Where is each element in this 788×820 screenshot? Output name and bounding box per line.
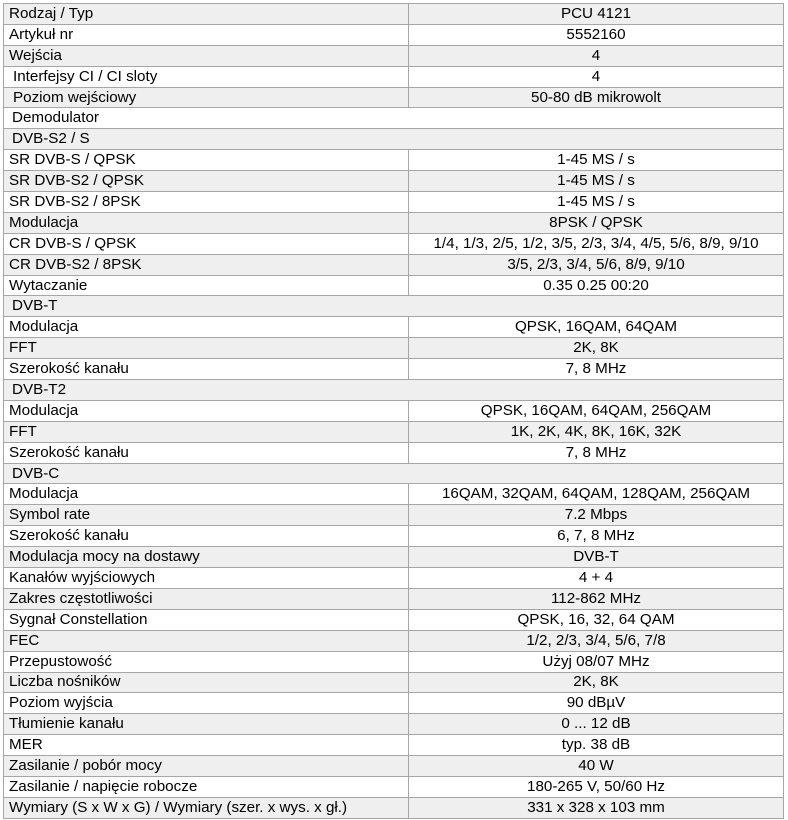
table-row bbox=[4, 192, 784, 213]
section-title: DVB-S2 / S bbox=[4, 129, 784, 150]
table-row bbox=[4, 212, 784, 233]
row-value: 16QAM, 32QAM, 64QAM, 128QAM, 256QAM bbox=[409, 484, 784, 505]
table-row bbox=[4, 756, 784, 777]
row-value: 4 + 4 bbox=[409, 568, 784, 589]
row-label: Przepustowość bbox=[4, 651, 409, 672]
row-label: Modulacja bbox=[4, 484, 409, 505]
row-value: 90 dBµV bbox=[409, 693, 784, 714]
row-value: 4 bbox=[409, 66, 784, 87]
table-row bbox=[4, 630, 784, 651]
row-label: SR DVB-S2 / 8PSK bbox=[4, 192, 409, 213]
row-value: 7.2 Mbps bbox=[409, 505, 784, 526]
row-value: 5552160 bbox=[409, 24, 784, 45]
row-label: CR DVB-S / QPSK bbox=[4, 233, 409, 254]
table-row bbox=[4, 609, 784, 630]
table-row bbox=[4, 421, 784, 442]
row-label: Wymiary (S x W x G) / Wymiary (szer. x wys. x gł.) bbox=[4, 797, 409, 818]
row-value: 2K, 8K bbox=[409, 338, 784, 359]
row-value: 50-80 dB mikrowolt bbox=[409, 87, 784, 108]
row-value: 1/4, 1/3, 2/5, 1/2, 3/5, 2/3, 3/4, 4/5, 5/6, 8/9, 9/10 bbox=[409, 233, 784, 254]
table-row bbox=[4, 66, 784, 87]
table-row bbox=[4, 400, 784, 421]
row-value: 2K, 8K bbox=[409, 672, 784, 693]
row-label: CR DVB-S2 / 8PSK bbox=[4, 254, 409, 275]
row-value: 0.35 0.25 00:20 bbox=[409, 275, 784, 296]
row-value: PCU 4121 bbox=[409, 4, 784, 25]
row-value: 7, 8 MHz bbox=[409, 442, 784, 463]
row-label: FEC bbox=[4, 630, 409, 651]
row-label: Wytaczanie bbox=[4, 275, 409, 296]
table-row bbox=[4, 526, 784, 547]
row-value: 180-265 V, 50/60 Hz bbox=[409, 776, 784, 797]
table-row bbox=[4, 45, 784, 66]
table-row bbox=[4, 359, 784, 380]
row-label: Modulacja bbox=[4, 400, 409, 421]
table-row bbox=[4, 150, 784, 171]
row-label: Zakres częstotliwości bbox=[4, 588, 409, 609]
row-label: Artykuł nr bbox=[4, 24, 409, 45]
row-label: Kanałów wyjściowych bbox=[4, 568, 409, 589]
table-row bbox=[4, 24, 784, 45]
row-label: Interfejsy CI / CI sloty bbox=[4, 66, 409, 87]
row-label: FFT bbox=[4, 421, 409, 442]
section-title: DVB-T bbox=[4, 296, 784, 317]
section-title: DVB-T2 bbox=[4, 380, 784, 401]
table-row bbox=[4, 588, 784, 609]
row-value: Użyj 08/07 MHz bbox=[409, 651, 784, 672]
table-row bbox=[4, 714, 784, 735]
row-label: Tłumienie kanału bbox=[4, 714, 409, 735]
row-value: 112-862 MHz bbox=[409, 588, 784, 609]
table-row bbox=[4, 568, 784, 589]
section-title: Demodulator bbox=[4, 108, 784, 129]
row-label: Zasilanie / napięcie robocze bbox=[4, 776, 409, 797]
row-label: Wejścia bbox=[4, 45, 409, 66]
row-value: DVB-T bbox=[409, 547, 784, 568]
row-label: Szerokość kanału bbox=[4, 526, 409, 547]
row-label: Zasilanie / pobór mocy bbox=[4, 756, 409, 777]
row-value: QPSK, 16QAM, 64QAM bbox=[409, 317, 784, 338]
row-label: Poziom wejściowy bbox=[4, 87, 409, 108]
row-label: Szerokość kanału bbox=[4, 442, 409, 463]
section-header-row bbox=[4, 129, 784, 150]
table-row bbox=[4, 233, 784, 254]
row-value: 1-45 MS / s bbox=[409, 171, 784, 192]
row-label: Symbol rate bbox=[4, 505, 409, 526]
section-header-row bbox=[4, 108, 784, 129]
table-row bbox=[4, 171, 784, 192]
table-row bbox=[4, 735, 784, 756]
row-value: QPSK, 16QAM, 64QAM, 256QAM bbox=[409, 400, 784, 421]
section-header-row bbox=[4, 296, 784, 317]
row-value: typ. 38 dB bbox=[409, 735, 784, 756]
row-value: 3/5, 2/3, 3/4, 5/6, 8/9, 9/10 bbox=[409, 254, 784, 275]
row-label: Modulacja mocy na dostawy bbox=[4, 547, 409, 568]
table-row bbox=[4, 275, 784, 296]
section-header-row bbox=[4, 463, 784, 484]
row-label: SR DVB-S2 / QPSK bbox=[4, 171, 409, 192]
table-row bbox=[4, 87, 784, 108]
spec-table bbox=[3, 3, 784, 819]
row-label: MER bbox=[4, 735, 409, 756]
row-label: Poziom wyjścia bbox=[4, 693, 409, 714]
spec-table-body bbox=[4, 4, 784, 819]
table-row bbox=[4, 797, 784, 818]
table-row bbox=[4, 693, 784, 714]
row-value: 4 bbox=[409, 45, 784, 66]
table-row bbox=[4, 505, 784, 526]
row-value: 1/2, 2/3, 3/4, 5/6, 7/8 bbox=[409, 630, 784, 651]
row-label: SR DVB-S / QPSK bbox=[4, 150, 409, 171]
row-label: Rodzaj / Typ bbox=[4, 4, 409, 25]
table-row bbox=[4, 651, 784, 672]
table-row bbox=[4, 338, 784, 359]
section-title: DVB-C bbox=[4, 463, 784, 484]
row-value: 6, 7, 8 MHz bbox=[409, 526, 784, 547]
row-value: 40 W bbox=[409, 756, 784, 777]
table-row bbox=[4, 547, 784, 568]
table-row bbox=[4, 4, 784, 25]
row-value: 331 x 328 x 103 mm bbox=[409, 797, 784, 818]
row-label: Szerokość kanału bbox=[4, 359, 409, 380]
table-row bbox=[4, 254, 784, 275]
row-label: FFT bbox=[4, 338, 409, 359]
row-label: Modulacja bbox=[4, 317, 409, 338]
row-value: 1-45 MS / s bbox=[409, 150, 784, 171]
row-value: 0 ... 12 dB bbox=[409, 714, 784, 735]
table-row bbox=[4, 672, 784, 693]
row-value: 7, 8 MHz bbox=[409, 359, 784, 380]
table-row bbox=[4, 317, 784, 338]
table-row bbox=[4, 442, 784, 463]
section-header-row bbox=[4, 380, 784, 401]
row-value: 1K, 2K, 4K, 8K, 16K, 32K bbox=[409, 421, 784, 442]
table-row bbox=[4, 776, 784, 797]
row-value: QPSK, 16, 32, 64 QAM bbox=[409, 609, 784, 630]
row-value: 1-45 MS / s bbox=[409, 192, 784, 213]
row-label: Modulacja bbox=[4, 212, 409, 233]
row-value: 8PSK / QPSK bbox=[409, 212, 784, 233]
table-row bbox=[4, 484, 784, 505]
row-label: Liczba nośników bbox=[4, 672, 409, 693]
row-label: Sygnał Constellation bbox=[4, 609, 409, 630]
